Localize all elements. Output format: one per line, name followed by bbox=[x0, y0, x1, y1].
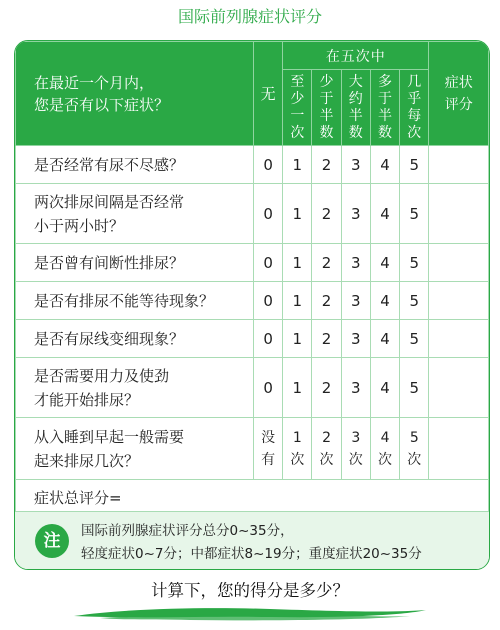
score-option[interactable]: 4 bbox=[370, 244, 399, 282]
score-option[interactable]: 0 bbox=[253, 146, 282, 184]
frequency-column-header: 多 于 半 数 bbox=[370, 70, 399, 146]
score-option[interactable]: 1 次 bbox=[283, 418, 312, 480]
score-option[interactable]: 5 bbox=[400, 320, 429, 358]
score-option[interactable]: 2 bbox=[312, 282, 341, 320]
score-option[interactable]: 4 bbox=[370, 184, 399, 244]
score-option[interactable]: 3 bbox=[341, 358, 370, 418]
score-option[interactable]: 5 次 bbox=[400, 418, 429, 480]
question-cell: 两次排尿间隔是否经常 小于两小时？ bbox=[16, 184, 254, 244]
note-text: 国际前列腺症状评分总分0~35分， 轻度症状0~7分；中都症状8~19分；重度症状20~35分 bbox=[81, 523, 422, 562]
symptom-score-cell[interactable] bbox=[429, 184, 489, 244]
score-option[interactable]: 5 bbox=[400, 282, 429, 320]
table-row bbox=[16, 244, 489, 282]
symptom-score-cell[interactable] bbox=[429, 358, 489, 418]
score-option[interactable]: 1 bbox=[283, 320, 312, 358]
score-option[interactable]: 0 bbox=[253, 184, 282, 244]
score-option[interactable]: 1 bbox=[283, 358, 312, 418]
score-option[interactable]: 3 次 bbox=[341, 418, 370, 480]
score-option[interactable]: 1 bbox=[283, 184, 312, 244]
table-row bbox=[16, 146, 489, 184]
table-row bbox=[16, 184, 489, 244]
question-cell: 从入睡到早起一般需要 起来排尿几次？ bbox=[16, 418, 254, 480]
score-option[interactable]: 4 bbox=[370, 282, 399, 320]
question-cell: 是否有排尿不能等待现象？ bbox=[16, 282, 254, 320]
score-option[interactable]: 2 bbox=[312, 146, 341, 184]
question-cell: 是否曾有间断性排尿？ bbox=[16, 244, 254, 282]
symptom-score-cell[interactable] bbox=[429, 418, 489, 480]
frequency-column-header: 少 于 半 数 bbox=[312, 70, 341, 146]
score-option[interactable]: 4 bbox=[370, 320, 399, 358]
symptom-score-table-card bbox=[14, 40, 490, 570]
score-option[interactable]: 5 bbox=[400, 184, 429, 244]
score-option[interactable]: 4 bbox=[370, 146, 399, 184]
question-cell: 是否经常有尿不尽感？ bbox=[16, 146, 254, 184]
symptom-score-cell[interactable] bbox=[429, 146, 489, 184]
table-row bbox=[16, 282, 489, 320]
score-option[interactable]: 5 bbox=[400, 146, 429, 184]
score-column-header: 症状 评分 bbox=[429, 42, 489, 146]
frequency-column-header: 至 少 一 次 bbox=[283, 70, 312, 146]
score-option[interactable]: 0 bbox=[253, 282, 282, 320]
score-option[interactable]: 2 次 bbox=[312, 418, 341, 480]
score-option[interactable]: 3 bbox=[341, 282, 370, 320]
score-option[interactable]: 0 bbox=[253, 244, 282, 282]
symptom-score-table bbox=[15, 41, 489, 516]
score-option[interactable]: 1 bbox=[283, 282, 312, 320]
page-title: 国际前列腺症状评分 bbox=[177, 7, 322, 26]
score-option[interactable]: 2 bbox=[312, 184, 341, 244]
question-column-header: 在最近一个月内， 您是否有以下症状？ bbox=[16, 42, 254, 146]
table-row bbox=[16, 418, 489, 480]
score-option[interactable]: 2 bbox=[312, 244, 341, 282]
score-option[interactable]: 没 有 bbox=[253, 418, 282, 480]
score-option[interactable]: 3 bbox=[341, 320, 370, 358]
score-option[interactable]: 4 bbox=[370, 358, 399, 418]
table-row bbox=[16, 320, 489, 358]
brush-stroke-decoration bbox=[70, 604, 430, 624]
note-box bbox=[15, 511, 490, 570]
score-option[interactable]: 5 bbox=[400, 358, 429, 418]
symptom-score-cell[interactable] bbox=[429, 282, 489, 320]
question-cell: 是否有尿线变细现象？ bbox=[16, 320, 254, 358]
none-column-header: 无 bbox=[253, 42, 282, 146]
footer-question: 计算下，您的得分是多少？ bbox=[151, 581, 349, 600]
note-badge: 注 bbox=[35, 524, 69, 558]
frequency-column-header: 几 乎 每 次 bbox=[400, 70, 429, 146]
score-option[interactable]: 1 bbox=[283, 244, 312, 282]
total-score-label: 症状总评分= bbox=[16, 480, 489, 516]
score-option[interactable]: 4 次 bbox=[370, 418, 399, 480]
frequency-column-header: 大 约 半 数 bbox=[341, 70, 370, 146]
frequency-group-header: 在五次中 bbox=[283, 42, 429, 70]
score-option[interactable]: 3 bbox=[341, 244, 370, 282]
score-option[interactable]: 2 bbox=[312, 358, 341, 418]
score-option[interactable]: 0 bbox=[253, 320, 282, 358]
score-option[interactable]: 1 bbox=[283, 146, 312, 184]
table-row bbox=[16, 358, 489, 418]
score-option[interactable]: 5 bbox=[400, 244, 429, 282]
score-option[interactable]: 3 bbox=[341, 146, 370, 184]
score-option[interactable]: 3 bbox=[341, 184, 370, 244]
symptom-score-cell[interactable] bbox=[429, 320, 489, 358]
score-option[interactable]: 0 bbox=[253, 358, 282, 418]
question-cell: 是否需要用力及使劲 才能开始排尿？ bbox=[16, 358, 254, 418]
symptom-score-cell[interactable] bbox=[429, 244, 489, 282]
score-option[interactable]: 2 bbox=[312, 320, 341, 358]
